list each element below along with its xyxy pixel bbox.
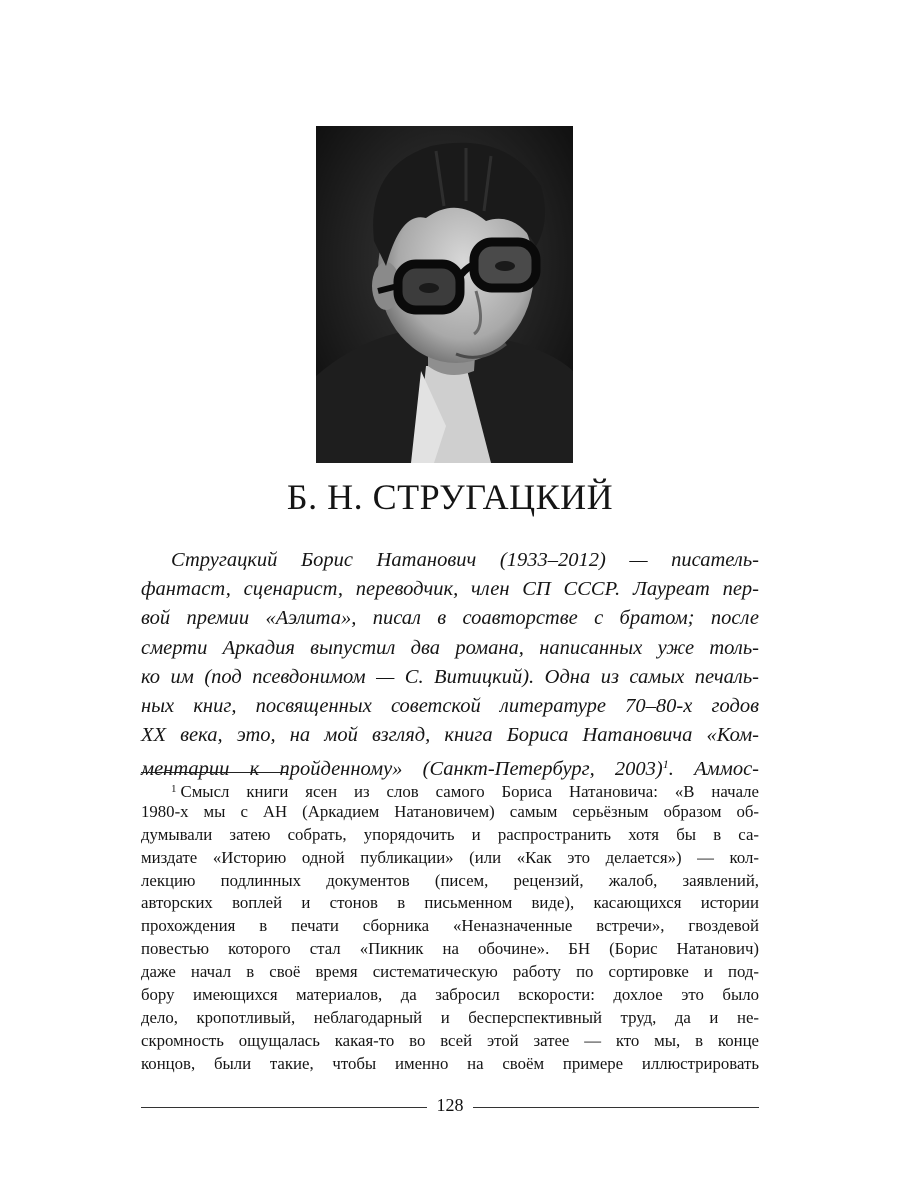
- main-paragraph: [141, 546, 759, 780]
- portrait-illustration: [316, 126, 573, 463]
- text-line: ных книг, посвященных советской литературе 70–80-х годов: [141, 694, 759, 717]
- text-line: XX века, это, на мой взгляд, книга Бориса Натановича «Ком-: [141, 724, 759, 747]
- footer-rule-right: [473, 1107, 759, 1108]
- chapter-heading: Б. Н. СТРУГАЦКИЙ: [286, 477, 614, 517]
- footnote-line: лекцию подлинных документов (писем, рецензий, жалоб, заявлений,: [141, 870, 759, 890]
- text-line: [141, 750, 759, 779]
- footnote-line: даже начал в своё время систематическую работу по сортировке и под-: [141, 962, 759, 982]
- text-line: фантаст, сценарист, переводчик, член СП СССР. Лауреат пер-: [141, 578, 759, 601]
- footnote-line: скромность ощущалась какая-то во всей этой затее — кто мы, в конце: [141, 1030, 759, 1050]
- footnote: [141, 778, 759, 1076]
- text-fragment: ментарии к пройденному» (Санкт-Петербург, 2003): [141, 758, 663, 781]
- footnote-line: авторских воплей и стонов в письменном виде), касающихся истории: [141, 893, 759, 913]
- footnote-line: бору имеющихся материалов, да забросил вскорости: дохлое это было: [141, 985, 759, 1005]
- author-portrait-photo: [316, 126, 573, 463]
- footnote-line: думывали затею собрать, упорядочить и распространить хотя бы в са-: [141, 824, 759, 844]
- text-line: ко им (под псевдонимом — С. Витицкий). Одна из самых печаль-: [141, 665, 759, 688]
- text-line: вой премии «Аэлита», писал в соавторстве с братом; после: [141, 607, 759, 630]
- footnote-line: 1980-х мы с АН (Аркадием Натановичем) самым серьёзным образом об-: [141, 801, 759, 821]
- footnote-reference[interactable]: 1: [662, 757, 669, 772]
- page-number: 128: [436, 1095, 464, 1115]
- footnote-line: прохождения в печати сборника «Неназначенные встречи», гвоздевой: [141, 916, 759, 936]
- text-fragment: . Аммос-: [668, 758, 759, 781]
- footnote-line: [141, 778, 759, 801]
- text-line: смерти Аркадия выпустил два романа, написанных уже толь-: [141, 636, 759, 659]
- footnote-line: миздате «Историю одной публикации» (или «Как это делается») — кол-: [141, 847, 759, 867]
- footnote-line: дело, кропотливый, неблагодарный и бесперспективный труд, да и не-: [141, 1007, 759, 1027]
- footnote-marker: 1: [171, 783, 177, 795]
- footnote-line: концов, были такие, чтобы именно на своём примере иллюстрировать: [141, 1053, 759, 1073]
- footnote-line: повестью которого стал «Пикник на обочине». БН (Борис Натанович): [141, 939, 759, 959]
- footnote-text: Смысл книги ясен из слов самого Бориса Натановича: «В начале: [180, 782, 759, 801]
- footnote-separator: [141, 772, 287, 773]
- page-footer: [141, 1093, 759, 1121]
- text-line: Стругацкий Борис Натанович (1933–2012) — писатель-: [171, 549, 759, 571]
